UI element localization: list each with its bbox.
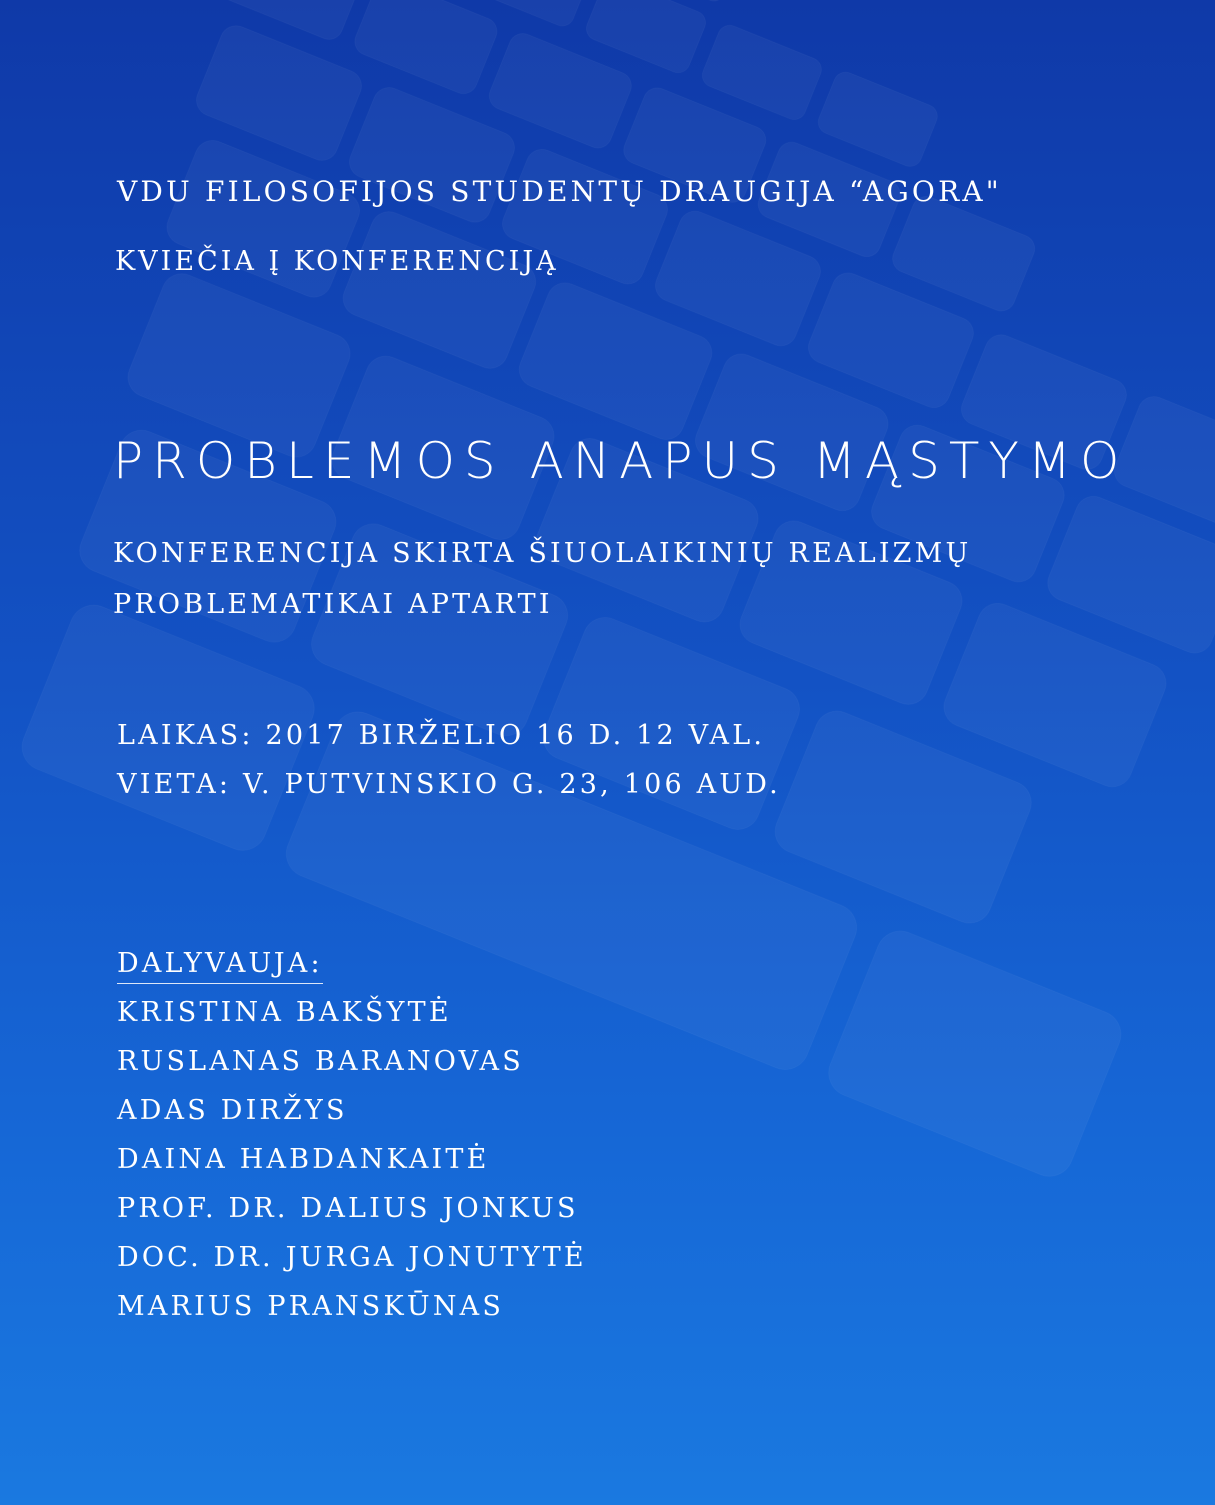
event-time: LAIKAS: 2017 BIRŽELIO 16 D. 12 VAL. <box>117 720 766 751</box>
subtitle-line-1: KONFERENCIJA SKIRTA ŠIUOLAIKINIŲ REALIZMŲ <box>113 538 972 569</box>
participant-name: MARIUS PRANSKŪNAS <box>117 1291 505 1322</box>
participants-list <box>117 996 587 1339</box>
invitation-line: KVIEČIA Į KONFERENCIJĄ <box>115 246 559 277</box>
event-place: VIETA: V. PUTVINSKIO G. 23, 106 AUD. <box>117 769 781 800</box>
participant-name: PROF. DR. DALIUS JONKUS <box>117 1193 579 1224</box>
conference-title: PROBLEMOS ANAPUS MĄSTYMO <box>113 432 1129 490</box>
participant-name: DAINA HABDANKAITĖ <box>117 1144 490 1175</box>
participant-name: RUSLANAS BARANOVAS <box>117 1046 524 1077</box>
organization-name: VDU FILOSOFIJOS STUDENTŲ DRAUGIJA “AGORA" <box>117 175 1002 208</box>
participant-name: ADAS DIRŽYS <box>117 1095 348 1126</box>
participant-name: DOC. DR. JURGA JONUTYTĖ <box>117 1242 587 1273</box>
subtitle-line-2: PROBLEMATIKAI APTARTI <box>113 589 553 620</box>
participants-heading: DALYVAUJA: <box>117 948 323 984</box>
participant-name: KRISTINA BAKŠYTĖ <box>117 997 452 1028</box>
